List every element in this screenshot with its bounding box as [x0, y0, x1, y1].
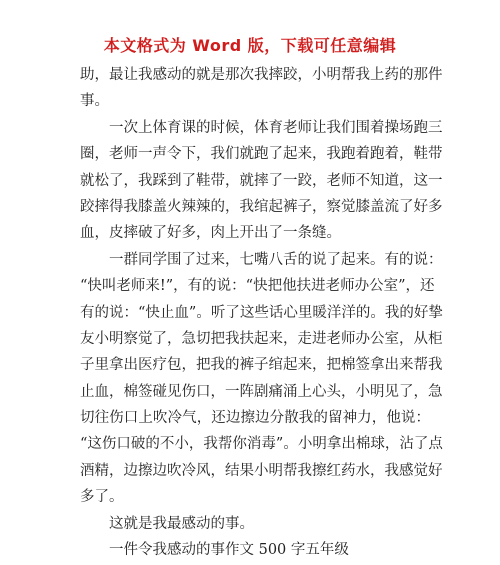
text-line: 血，皮摔破了好多，肉上开出了一条缝。	[80, 225, 341, 242]
text-line: 跤摔得我膝盖火辣辣的，我绾起裤子，察觉膝盖流了好多	[80, 198, 443, 215]
text-line: 一件令我感动的事作文 500 字五年级	[109, 542, 349, 559]
text-line: 有的说：“快止血”。听了这些话心里暖洋洋的。我的好挚	[80, 304, 443, 321]
text-line: 酒精，边擦边吹冷风，结果小明帮我擦红药水，我感觉好	[80, 462, 443, 479]
text-line: 一次上体育课的时候，体育老师让我们围着操场跑三	[109, 119, 443, 136]
text-line: 就松了，我踩到了鞋带，就摔了一跤，老师不知道，这一	[80, 172, 443, 189]
text-line: 切往伤口上吹冷气，还边擦边分散我的留神力，他说：	[80, 410, 430, 427]
text-line: 事。	[80, 93, 109, 110]
format-banner: 本文格式为 Word 版，下载可任意编辑	[103, 36, 397, 55]
text-line: “这伤口破的不小，我帮你消毒”。小明拿出棉球，沾了点	[80, 436, 443, 453]
text-line: 这就是我最感动的事。	[109, 515, 254, 532]
text-line: 一群同学围了过来，七嘴八舌的说了起来。有的说：	[109, 251, 443, 268]
text-line: 子里拿出医疗包，把我的裤子绾起来，把棉签拿出来帮我	[80, 357, 443, 374]
text-line: 助，最让我感动的就是那次我摔跤，小明帮我上药的那件	[80, 67, 443, 83]
text-line: 友小明察觉了，急切把我扶起来，走进老师办公室，从柜	[80, 330, 443, 347]
text-line: 多了。	[80, 489, 124, 506]
article-body	[80, 62, 443, 563]
text-line: 圈，老师一声令下，我们就跑了起来，我跑着跑着，鞋带	[80, 146, 443, 163]
text-line: “快叫老师来!”，有的说：“快把他扶进老师办公室”，还	[80, 278, 435, 295]
text-line: 止血，棉签碰见伤口，一阵剧痛涌上心头，小明见了，急	[80, 383, 443, 400]
